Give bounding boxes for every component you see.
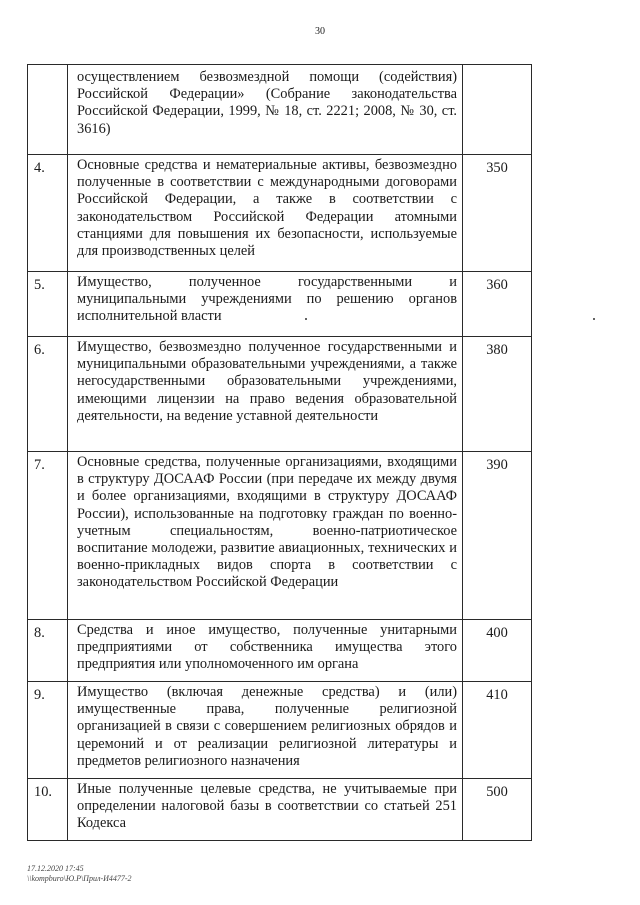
row-number: 9. bbox=[28, 682, 68, 779]
row-code: 500 bbox=[463, 779, 532, 841]
row-code bbox=[463, 65, 532, 155]
row-description: Средства и иное имущество, полученные унитарными предприятиями от собственника имущества этого предприятия или уполномоченного им органа bbox=[68, 620, 463, 682]
row-description: Имущество, полученное государственными и муниципальными учреждениями по решению органов исполнительной власти bbox=[68, 272, 463, 337]
row-number: 4. bbox=[28, 155, 68, 272]
scan-speck bbox=[593, 318, 595, 320]
row-code: 400 bbox=[463, 620, 532, 682]
row-number: 8. bbox=[28, 620, 68, 682]
row-description: Иные полученные целевые средства, не учитываемые при определении налоговой базы в соответствии со статьей 251 Кодекса bbox=[68, 779, 463, 841]
footer-timestamp: 17.12.2020 17:45 bbox=[27, 864, 84, 873]
table-row bbox=[28, 452, 532, 620]
row-code: 390 bbox=[463, 452, 532, 620]
table-row bbox=[28, 337, 532, 452]
row-description: Основные средства и нематериальные активы, безвозмездно полученные в соответствии с международными договорами Российской Федерации, а также в соответствии с законодательством Российской Федерации атомными станциями для повышения их безопасности, используемые для производственных целей bbox=[68, 155, 463, 272]
page-number: 30 bbox=[315, 26, 325, 37]
row-number: 6. bbox=[28, 337, 68, 452]
row-description: Основные средства, полученные организациями, входящими в структуру ДОСААФ России (при передаче их между двумя и более организациями, входящими в структуру ДОСААФ России), использованные на подготовку граждан по военно-учетным специальностям, военно-патриотическое воспитание молодежи, развитие авиационных, технических и военно-прикладных видов спорта в соответствии с законодательством Российской Федерации bbox=[68, 452, 463, 620]
table-row bbox=[28, 779, 532, 841]
table-row bbox=[28, 155, 532, 272]
income-codes-table bbox=[27, 64, 532, 841]
table-row bbox=[28, 682, 532, 779]
row-code: 380 bbox=[463, 337, 532, 452]
row-code: 360 bbox=[463, 272, 532, 337]
row-number: 5. bbox=[28, 272, 68, 337]
row-number: 10. bbox=[28, 779, 68, 841]
row-number bbox=[28, 65, 68, 155]
scan-speck bbox=[305, 318, 307, 320]
row-number: 7. bbox=[28, 452, 68, 620]
table-row bbox=[28, 272, 532, 337]
footer-file-path: \\kompburo\Ю.Р\Прил-И4477-2 bbox=[27, 874, 132, 883]
row-code: 410 bbox=[463, 682, 532, 779]
table-row bbox=[28, 65, 532, 155]
row-description: осуществлением безвозмездной помощи (содействия) Российской Федерации» (Собрание законодательства Российской Федерации, 1999, № 18, ст. 2221; 2008, № 30, ст. 3616) bbox=[68, 65, 463, 155]
row-code: 350 bbox=[463, 155, 532, 272]
row-description: Имущество (включая денежные средства) и (или) имущественные права, полученные религиозной организацией в связи с совершением религиозных обрядов и церемоний и от реализации религиозной литературы и предметов религиозного назначения bbox=[68, 682, 463, 779]
row-description: Имущество, безвозмездно полученное государственными и муниципальными образовательными учреждениями, а также негосударственными образовательными учреждениями, имеющими лицензии на право ведения образовательной деятельности, на ведение уставной деятельности bbox=[68, 337, 463, 452]
file-footer bbox=[27, 864, 132, 884]
table-row bbox=[28, 620, 532, 682]
